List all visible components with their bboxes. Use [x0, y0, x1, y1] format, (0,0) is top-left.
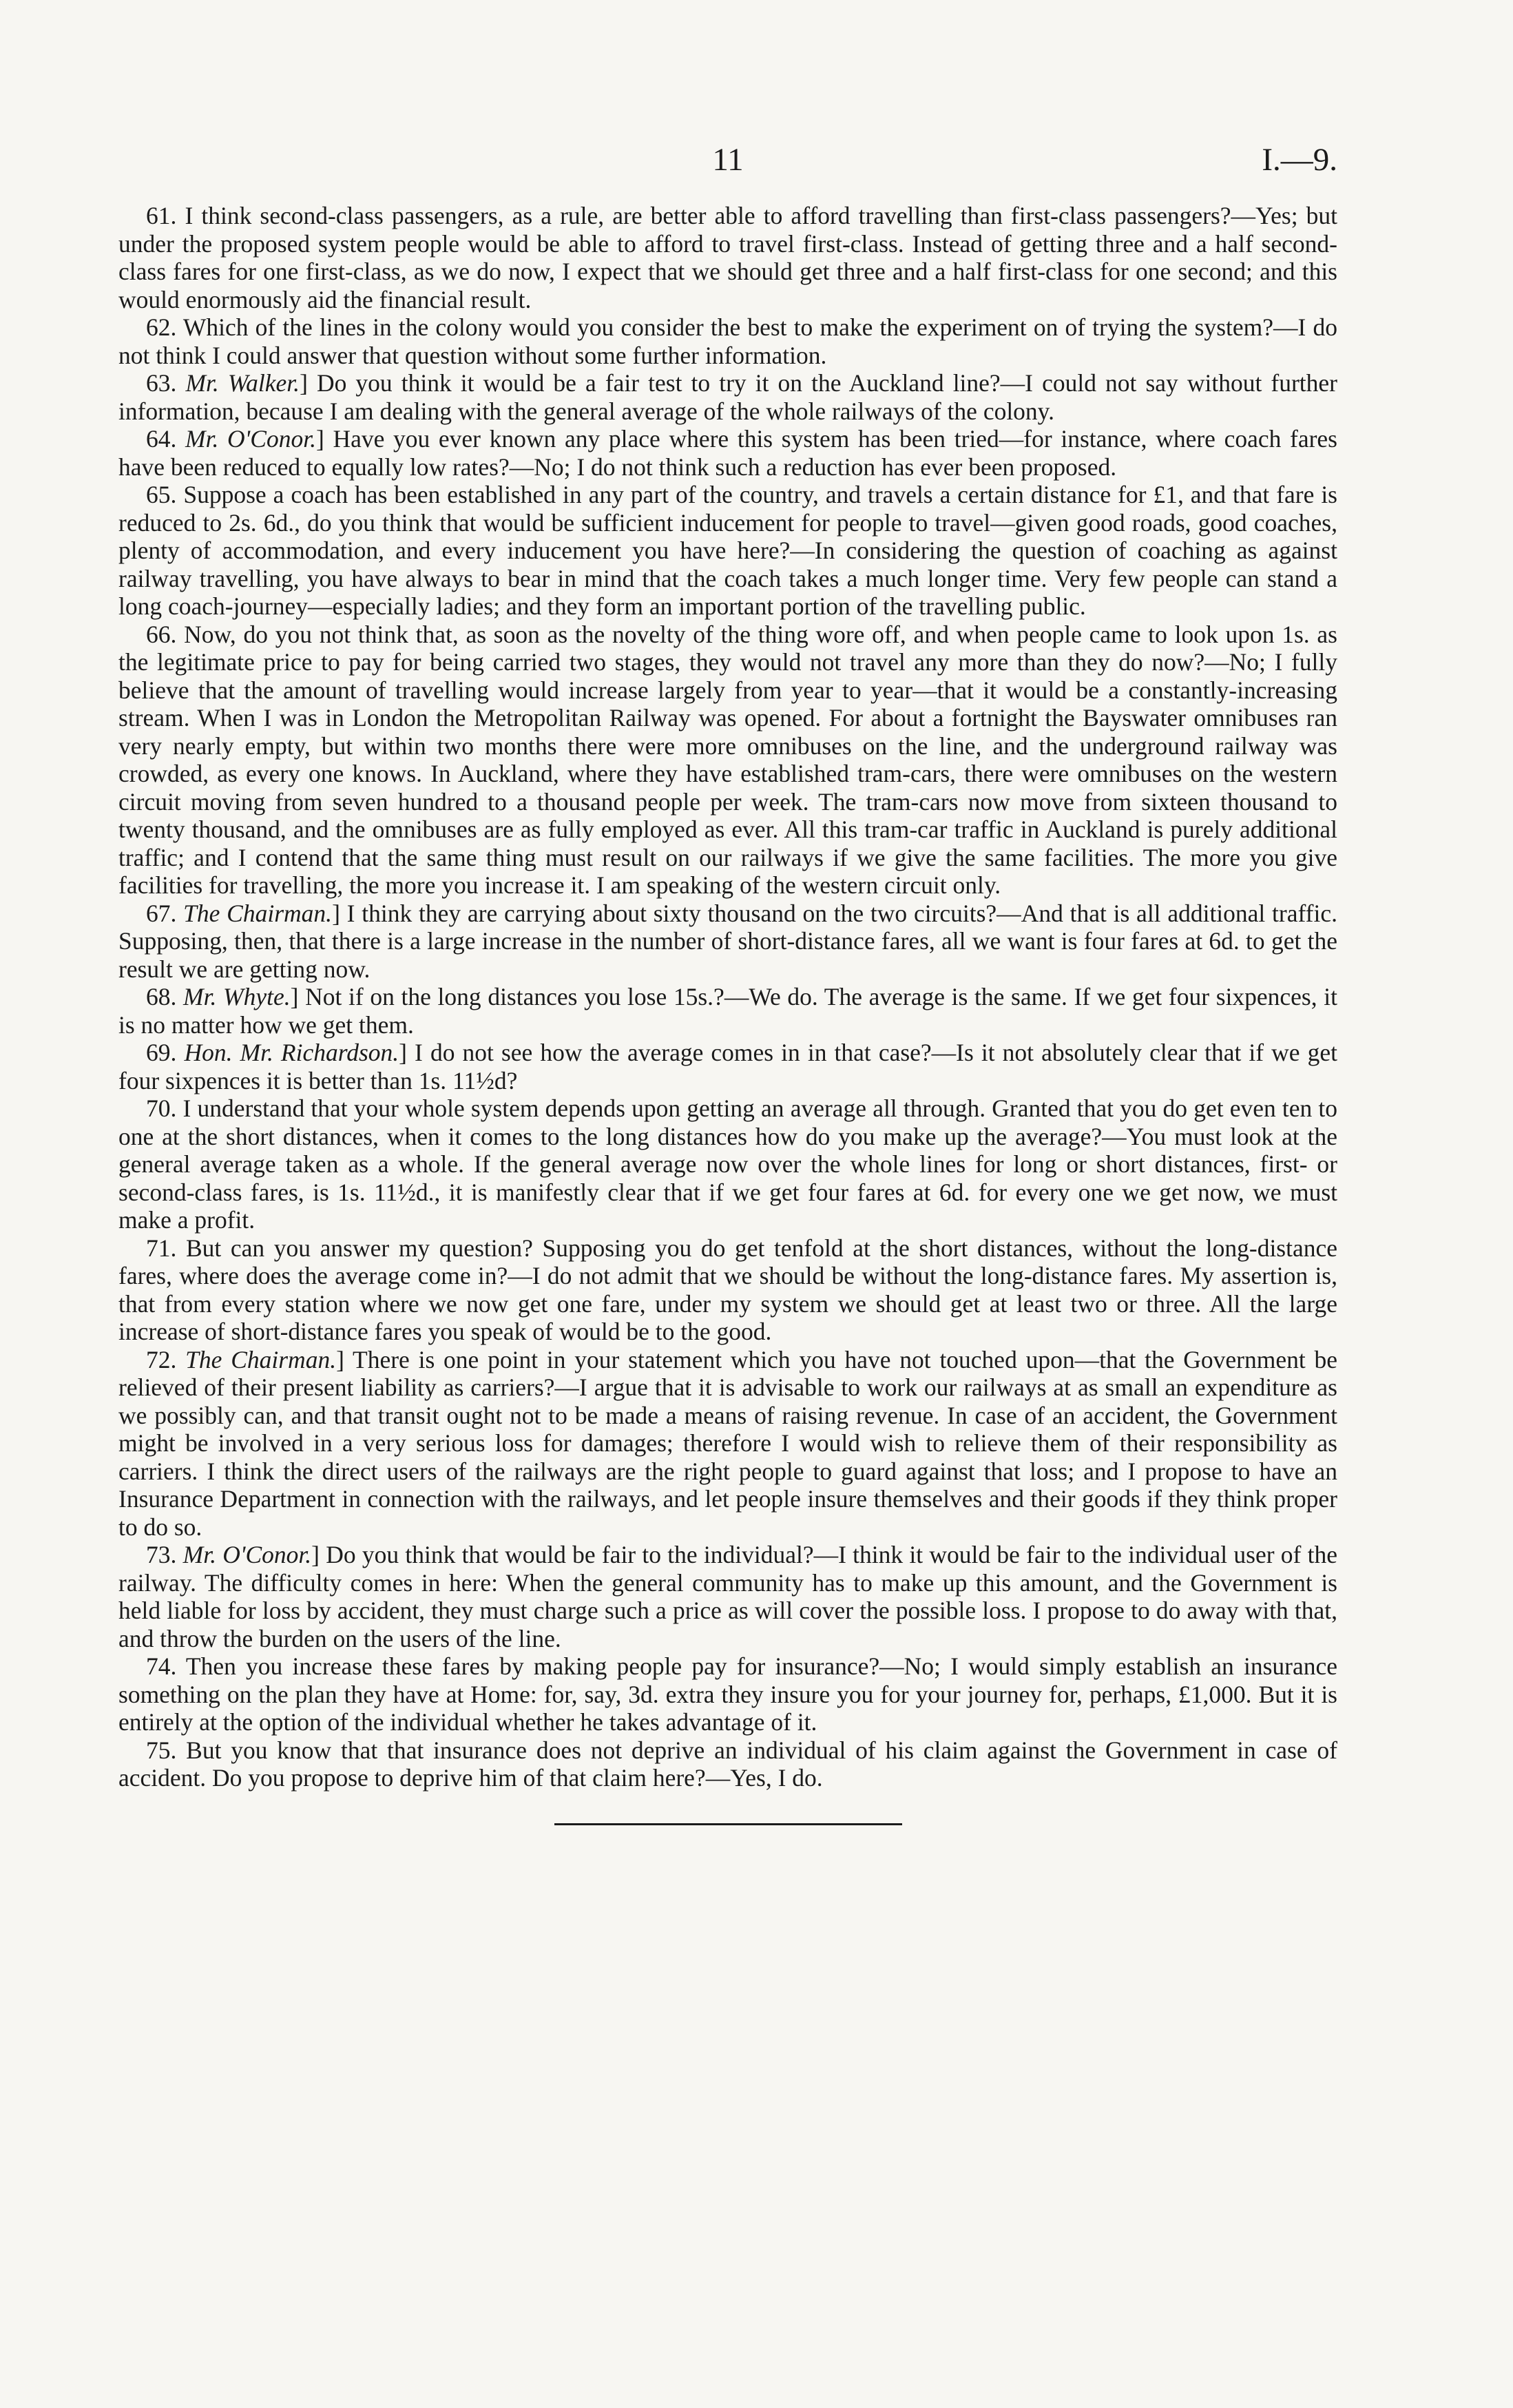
speaker-name: Mr. O'Conor. [182, 1541, 312, 1568]
page-header [118, 141, 1337, 189]
speaker-name: The Chairman. [183, 899, 333, 927]
paragraph: 65. Suppose a coach has been established in any part of the country, and travels a certain distance for £1, and that fare is reduced to 2s. 6d., do you think that would be sufficient inducement for people to travel—given good roads, good coaches, plenty of accommodation, and every inducement you have here?—In considering the question of coaching as against railway travelling, you have always to bear in mind that the coach takes a much longer time. Very few people can stand a long coach-journey—especially ladies; and they form an important portion of the travelling public. [118, 481, 1337, 620]
speaker-name: Mr. Whyte. [183, 983, 291, 1010]
paragraph: 74. Then you increase these fares by making people pay for insurance?—No; I would simply establish an insurance something on the plan they have at Home: for, say, 3d. extra they insure you for your journey for, perhaps, £1,000. But it is entirely at the option of the individual whether he takes advantage of it. [118, 1652, 1337, 1736]
paragraph: 61. I think second-class passengers, as a rule, are better able to afford travelling than first-class passengers?—Yes; but under the proposed system people would be able to afford to travel first-class. Instead of getting three and a half second-class fares for one first-class, as we do now, I expect that we should get three and a half first-class for one second; and this would enormously aid the financial result. [118, 202, 1337, 313]
body-text [118, 202, 1337, 1792]
paragraph: 67. The Chairman.] I think they are carrying about sixty thousand on the two circuits?—And that is all additional traffic. Supposing, then, that there is a large increase in the number of short-distance fares, all we want is four fares at 6d. to get the result we are getting now. [118, 899, 1337, 983]
document-reference: I.—9. [1262, 142, 1337, 178]
speaker-name: Mr. Walker. [185, 369, 300, 397]
document-page [118, 141, 1337, 1825]
paragraph: 62. Which of the lines in the colony would you consider the best to make the experiment on of trying the system?—I do not think I could answer that question without some further information. [118, 313, 1337, 369]
page-number: 11 [712, 142, 744, 178]
paragraph: 70. I understand that your whole system depends upon getting an average all through. Granted that you do get even ten to one at the short distances, when it comes to the long distances how do you make up the average?—You must look at the general average taken as a whole. If the general average now over the whole lines for long or short distances, first- or second-class fares, is 1s. 11½d., it is manifestly clear that if we get four fares at 6d. for every one we get now, we must make a profit. [118, 1094, 1337, 1234]
speaker-name: Mr. O'Conor. [185, 425, 316, 453]
speaker-name: The Chairman. [185, 1345, 337, 1373]
paragraph: 64. Mr. O'Conor.] Have you ever known any place where this system has been tried—for instance, where coach fares have been reduced to equally low rates?—No; I do not think such a reduction has ever been proposed. [118, 425, 1337, 481]
paragraph: 75. But you know that that insurance does not deprive an individual of his claim against the Government in case of accident. Do you propose to deprive him of that claim here?—Yes, I do. [118, 1736, 1337, 1792]
paragraph: 63. Mr. Walker.] Do you think it would be a fair test to try it on the Auckland line?—I could not say without further information, because I am dealing with the general average of the whole railways of the colony. [118, 369, 1337, 425]
paragraph: 69. Hon. Mr. Richardson.] I do not see how the average comes in in that case?—Is it not absolutely clear that if we get four sixpences it is better than 1s. 11½d? [118, 1039, 1337, 1094]
end-rule-divider [554, 1823, 902, 1825]
paragraph: 71. But can you answer my question? Supposing you do get tenfold at the short distances, without the long-distance fares, where does the average come in?—I do not admit that we should be without the long-distance fares. My assertion is, that from every station where we now get one fare, under my system we should get at least two or three. All the large increase of short-distance fares you speak of would be to the good. [118, 1234, 1337, 1345]
paragraph: 68. Mr. Whyte.] Not if on the long distances you lose 15s.?—We do. The average is the same. If we get four sixpences, it is no matter how we get them. [118, 983, 1337, 1039]
speaker-name: Hon. Mr. Richardson. [184, 1039, 399, 1066]
paragraph: 73. Mr. O'Conor.] Do you think that would be fair to the individual?—I think it would be fair to the individual user of the railway. The difficulty comes in here: When the general community has to make up this amount, and the Government is held liable for loss by accident, they must charge such a price as will cover the possible loss. I propose to do away with that, and throw the burden on the users of the line. [118, 1541, 1337, 1652]
paragraph: 66. Now, do you not think that, as soon as the novelty of the thing wore off, and when people came to look upon 1s. as the legitimate price to pay for being carried two stages, they would not travel any more than they do now?—No; I fully believe that the amount of travelling would increase largely from year to year—that it would be a constantly-increasing stream. When I was in London the Metropolitan Railway was opened. For about a fortnight the Bayswater omnibuses ran very nearly empty, but within two months there were more omnibuses on the line, and the underground railway was crowded, as every one knows. In Auckland, where they have established tram-cars, there were omnibuses on the western circuit moving from seven hundred to a thousand people per week. The tram-cars now move from sixteen thousand to twenty thousand, and the omnibuses are as fully employed as ever. All this tram-car traffic in Auckland is purely additional traffic; and I contend that the same thing must result on our railways if we give the same facilities. The more you give facilities for travelling, the more you increase it. I am speaking of the western circuit only. [118, 620, 1337, 899]
paragraph: 72. The Chairman.] There is one point in your statement which you have not touched upon—that the Government be relieved of their present liability as carriers?—I argue that it is advisable to work our railways at as small an expenditure as we possibly can, and that transit ought not to be made a means of raising revenue. In case of an accident, the Government might be involved in a very serious loss for damages; therefore I would wish to relieve them of their responsibility as carriers. I think the direct users of the railways are the right people to guard against that loss; and I propose to have an Insurance Department in connection with the railways, and let people insure themselves and their goods if they think proper to do so. [118, 1345, 1338, 1541]
